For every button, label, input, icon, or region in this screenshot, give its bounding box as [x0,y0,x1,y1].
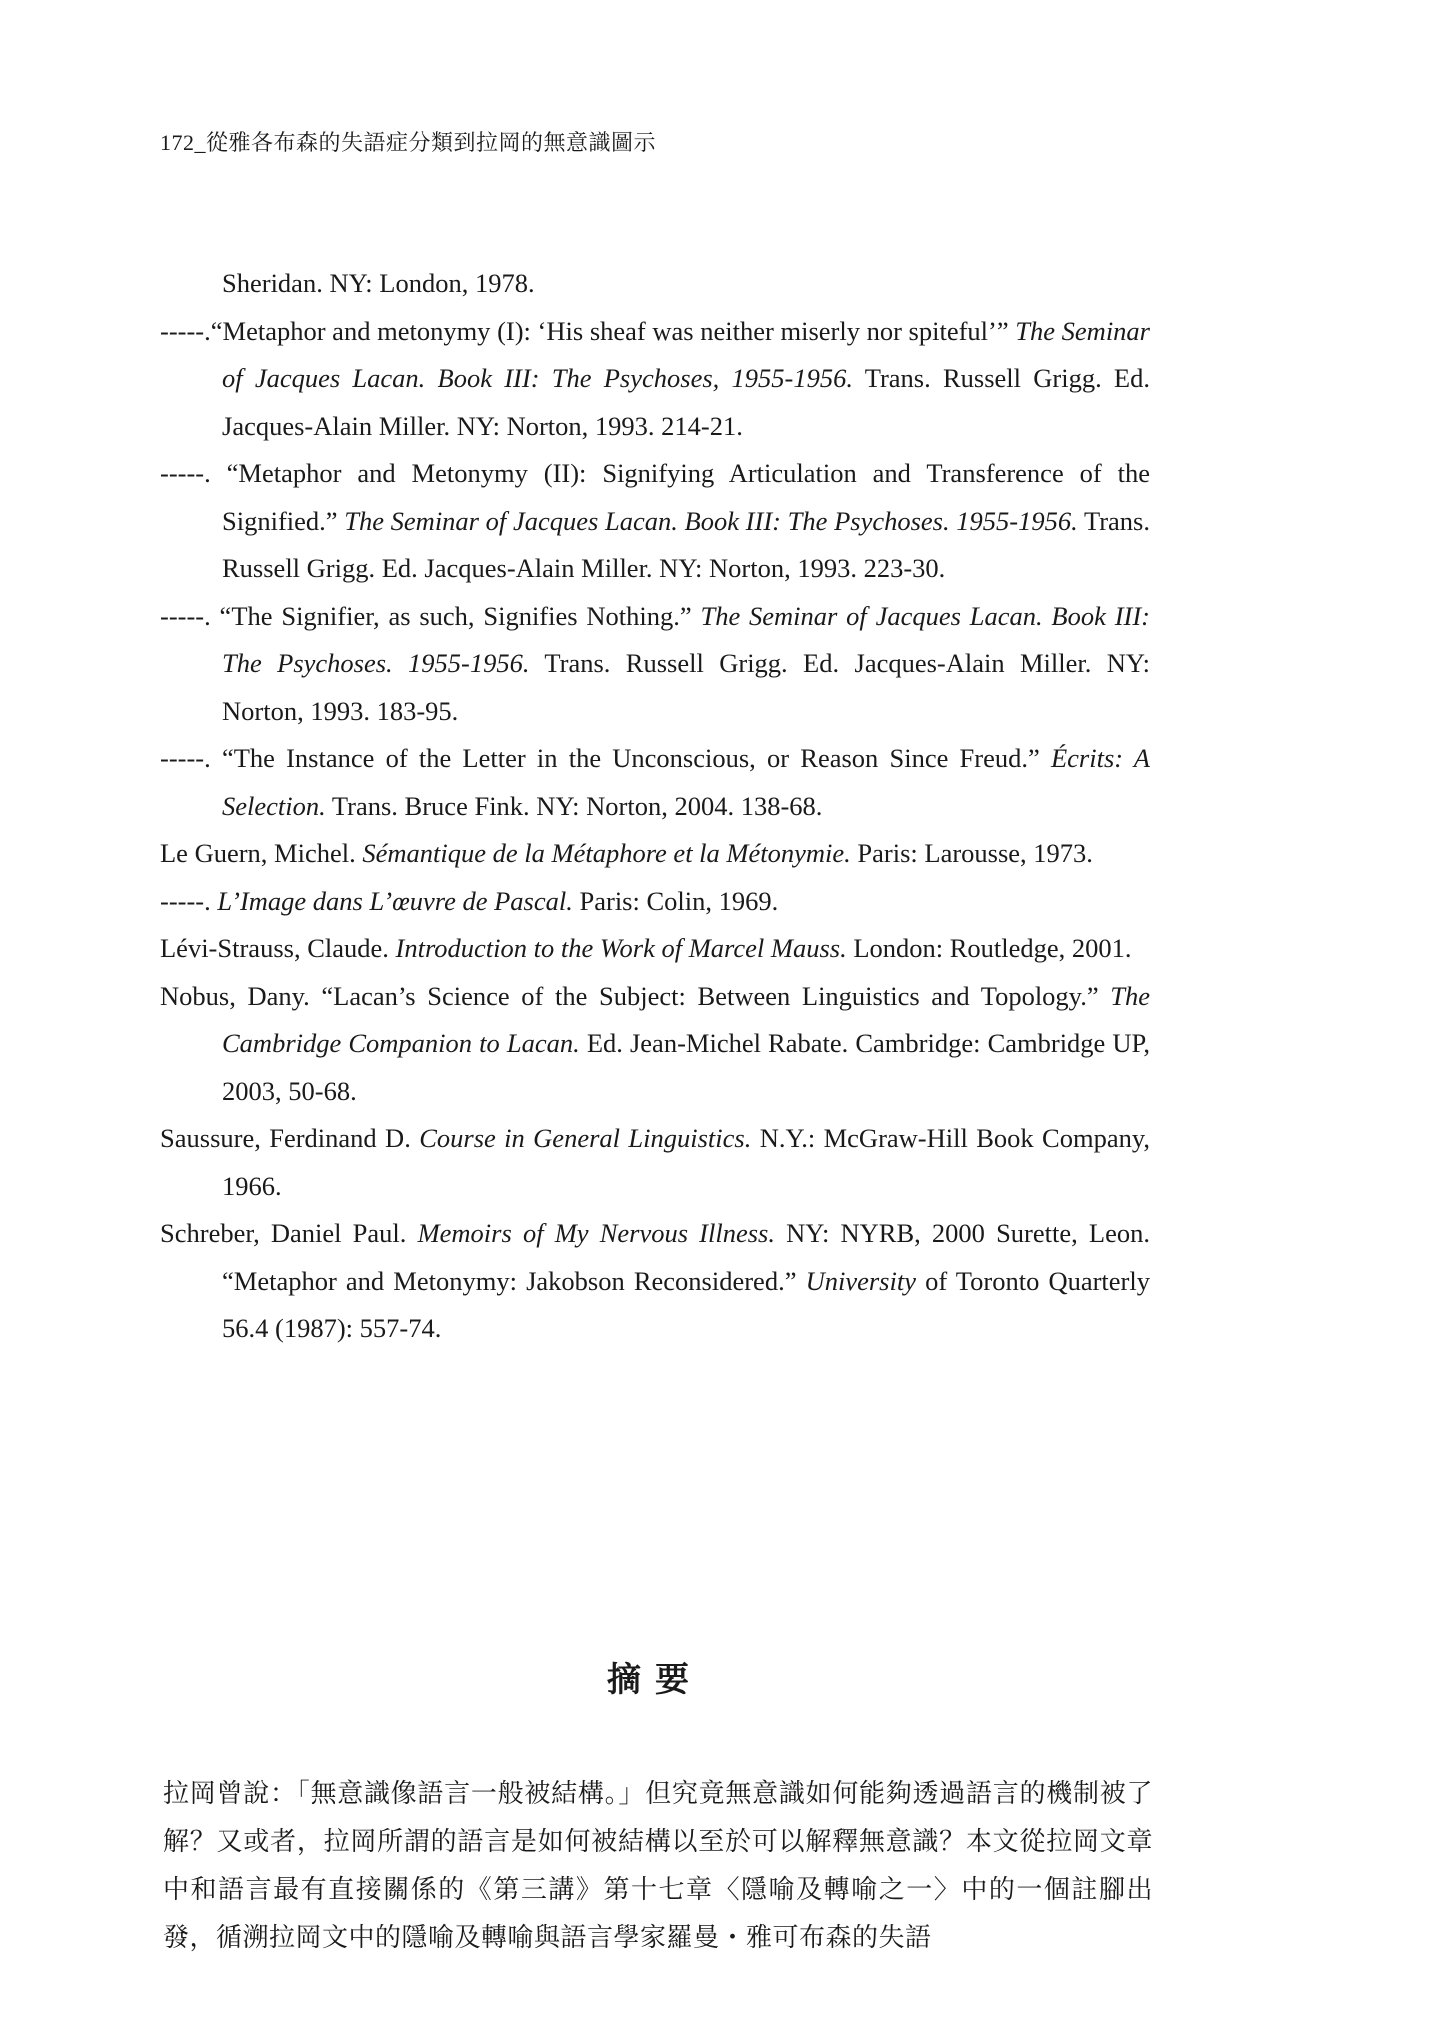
abstract-title: 摘要 [607,1662,703,1699]
reference-entry [160,735,1150,830]
reference-text: Paris: Colin, 1969. [572,885,779,916]
reference-text: -----. “Metaphor and Metonymy (II): Signifying Articulation and Transference of the Signified.” [160,458,1150,536]
reference-entry [160,260,1150,308]
reference-title: Introduction to the Work of Marcel Mauss. [395,933,847,963]
reference-title: Memoirs of My Nervous Illness. [417,1218,775,1248]
reference-text: Trans. Russell Grigg. Ed. Jacques-Alain Miller. NY: Norton, 1993. 223-30. [222,505,1150,583]
reference-text: NY: NYRB, 2000 Surette, Leon. “Metaphor and Metonymy: Jakobson Reconsidered.” [222,1218,1150,1296]
reference-entry [160,593,1150,736]
reference-text: Saussure, Ferdinand D. [160,1123,420,1153]
reference-entry [160,830,1150,878]
reference-text: Ed. Jean-Michel Rabate. Cambridge: Cambridge UP, 2003, 50-68. [222,1028,1150,1106]
reference-title: The Seminar of Jacques Lacan. Book III: The Psychoses. 1955-1956. [344,505,1078,536]
reference-text: -----. “The Instance of the Letter in the Unconscious, or Reason Since Freud.” [160,743,1051,773]
reference-entry [160,1115,1150,1210]
reference-text: Le Guern, Michel. [160,838,363,868]
reference-entry [160,973,1150,1116]
reference-entry [160,925,1150,973]
reference-title: Sémantique de la Métaphore et la Métonymie. [362,838,851,868]
reference-title: The Seminar of Jacques Lacan. Book III: The Psychoses, 1955-1956. [222,315,1150,393]
reference-list [160,260,1150,1353]
abstract-body [163,1770,1153,1962]
reference-text: of Toronto Quarterly 56.4 (1987): 557-74. [222,1265,1150,1343]
reference-title: The Seminar of Jacques Lacan. Book III: The Psychoses. 1955-1956. [222,600,1150,678]
reference-entry [160,1210,1150,1353]
reference-entry [160,878,1150,926]
reference-text: Nobus, Dany. “Lacan’s Science of the Subject: Between Linguistics and Topology.” [160,980,1111,1011]
abstract-paragraph: 拉岡曾說：「無意識像語言一般被結構。」但究竟無意識如何能夠透過語言的機制被了解？又或者，拉岡所謂的語言是如何被結構以至於可以解釋無意識？本文從拉岡文章中和語言最有直接關係的《第三講》第十七章〈隱喻及轉喻之一〉中的一個註腳出發，循溯拉岡文中的隱喻及轉喻與語言學家羅曼・雅可布森的失語 [163,1779,1153,1953]
reference-text: -----. [160,885,218,916]
reference-title: Course in General Linguistics. [419,1123,752,1153]
reference-text: Trans. Russell Grigg. Ed. Jacques-Alain Miller. NY: Norton, 1993. 183-95. [222,648,1150,726]
reference-text: London: Routledge, 2001. [846,933,1132,963]
reference-text: Schreber, Daniel Paul. [160,1218,418,1248]
reference-text: -----.“Metaphor and metonymy (I): ‘His sheaf was neither miserly nor spiteful’” [160,315,1016,346]
reference-text: Trans. Russell Grigg. Ed. Jacques-Alain Miller. NY: Norton, 1993. 214-21. [222,363,1150,441]
reference-title: The Cambridge Companion to Lacan. [222,980,1150,1058]
reference-title: University [805,1265,916,1296]
reference-text: Lévi-Strauss, Claude. [160,933,396,963]
reference-text: N.Y.: McGraw-Hill Book Company, 1966. [222,1123,1150,1201]
reference-text: -----. “The Signifier, as such, Signifies Nothing.” [160,600,701,631]
reference-title: Écrits: A Selection. [222,743,1150,821]
reference-text: Sheridan. NY: London, 1978. [222,268,535,298]
reference-entry [160,308,1150,451]
running-head: 172_從雅各布森的失語症分類到拉岡的無意識圖示 [160,130,657,155]
reference-text: Paris: Larousse, 1973. [850,838,1093,868]
reference-entry [160,450,1150,593]
reference-title: L’Image dans L’œuvre de Pascal. [217,885,573,916]
reference-text: Trans. Bruce Fink. NY: Norton, 2004. 138-68. [325,790,823,821]
